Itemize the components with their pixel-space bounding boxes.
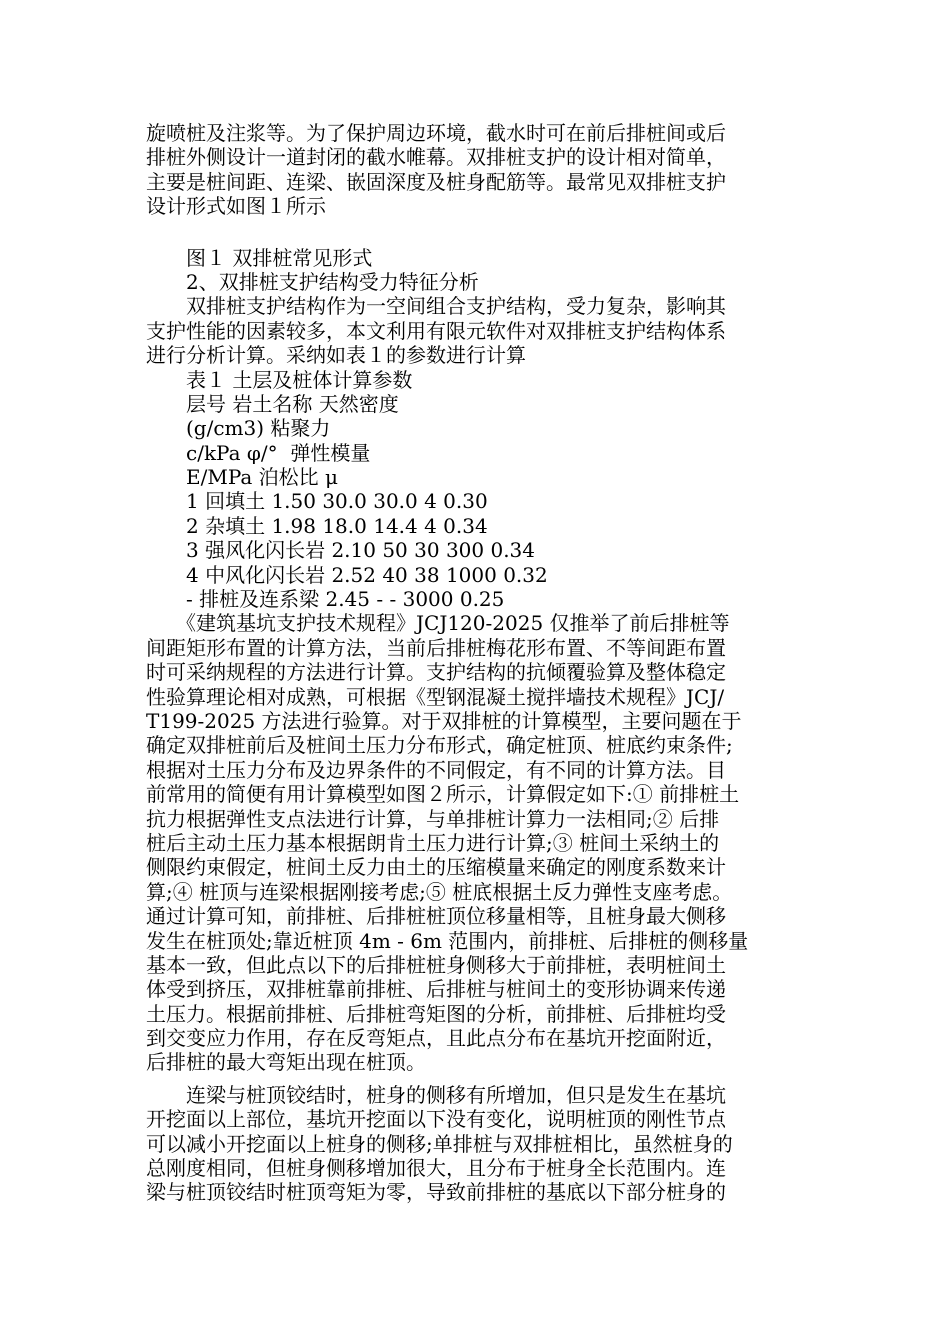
text-line: 间距矩形布置的计算方法，当前后排桩梅花形布置、不等间距布置 <box>146 635 726 660</box>
paragraph-analysis <box>146 294 816 367</box>
text-line: 后排桩的最大弯矩出现在桩顶。 <box>146 1050 426 1075</box>
text-line: 土压力。根据前排桩、后排桩弯矩图的分析，前排桩、后排桩均受 <box>146 1001 726 1026</box>
text-line: 前常用的简便有用计算模型如图２所示，计算假定如下:① 前排桩土 <box>146 782 740 807</box>
document-page <box>146 121 816 1205</box>
text-line: 基本一致，但此点以下的后排桩桩身侧移大于前排桩，表明桩间土 <box>146 952 726 977</box>
text-line: 支护性能的因素较多，本文利用有限元软件对双排桩支护结构体系 <box>146 318 726 343</box>
table-row: 3 强风化闪长岩 2.10 50 30 300 0.34 <box>146 538 536 563</box>
text-line: 体受到挤压，双排桩靠前排桩、后排桩与桩间土的变形协调来传递 <box>146 977 726 1002</box>
text-line: 侧限约束假定，桩间土反力由土的压缩模量来确定的刚度系数来计 <box>146 855 726 880</box>
text-line: 连梁与桩顶铰结时，桩身的侧移有所增加，但只是发生在基坑 <box>146 1082 726 1107</box>
text-line: 排桩外侧设计一道封闭的截水帷幕。双排桩支护的设计相对简单， <box>146 145 726 170</box>
text-line: 通过计算可知，前排桩、后排桩桩顶位移量相等，且桩身最大侧移 <box>146 904 726 929</box>
table-header-line: c/kPa φ/° 弹性模量 <box>146 440 371 465</box>
parameter-table <box>146 368 816 612</box>
text-line: 进行分析计算。采纳如表１的参数进行计算 <box>146 343 526 368</box>
text-line: 到交变应力作用，存在反弯矩点，且此点分布在基坑开挖面附近， <box>146 1026 726 1051</box>
text-line: 双排桩支护结构作为一空间组合支护结构，受力复杂，影响其 <box>146 294 726 319</box>
table-row: 2 杂填土 1.98 18.0 14.4 4 0.34 <box>146 513 488 538</box>
text-line: 开挖面以上部位，基坑开挖面以下没有变化，说明桩顶的刚性节点 <box>146 1107 726 1132</box>
text-line: 抗力根据弹性支点法进行计算，与单排桩计算力一法相同;② 后排 <box>146 806 720 831</box>
table-row: 4 中风化闪长岩 2.52 40 38 1000 0.32 <box>146 562 548 587</box>
text-line: 可以减小开挖面以上桩身的侧移;单排桩与双排桩相比，虽然桩身的 <box>146 1131 733 1156</box>
text-line: 时可采纳规程的方法进行计算。支护结构的抗倾覆验算及整体稳定 <box>146 660 726 685</box>
text-line: T199-2025 方法进行验算。对于双排桩的计算模型，主要问题在于 <box>146 708 742 733</box>
paragraph-method <box>146 611 816 1074</box>
paragraph-connection <box>146 1083 816 1205</box>
table-header-line: (g/cm3) 粘聚力 <box>146 416 331 441</box>
text-line: 主要是桩间距、连梁、嵌固深度及桩身配筋等。最常见双排桩支护 <box>146 169 726 194</box>
table-header-line: E/MPa 泊松比 μ <box>146 465 339 490</box>
text-line: 设计形式如图１所示 <box>146 194 326 219</box>
text-line: 桩后主动土压力基本根据朗肯土压力进行计算;③ 桩间土采纳土的 <box>146 830 720 855</box>
text-line: 发生在桩顶处;靠近桩顶 4m - 6m 范围内，前排桩、后排桩的侧移量 <box>146 928 749 953</box>
blank-gap <box>146 1075 816 1083</box>
text-line: 根据对土压力分布及边界条件的不同假定，有不同的计算方法。目 <box>146 757 726 782</box>
paragraph-intro <box>146 121 816 219</box>
text-line: 确定双排桩前后及桩间土压力分布形式，确定桩顶、桩底约束条件; <box>146 733 733 758</box>
text-line: 梁与桩顶铰结时桩顶弯矩为零，导致前排桩的基底以下部分桩身的 <box>146 1180 726 1205</box>
table-row: - 排桩及连系梁 2.45 - - 3000 0.25 <box>146 587 505 612</box>
text-line: 性验算理论相对成熟，可根据《型钢混凝土搅拌墙技术规程》JCJ/ <box>146 684 725 709</box>
blank-gap <box>146 219 816 246</box>
table-caption: 表１ 土层及桩体计算参数 <box>146 367 413 392</box>
text-line: 总刚度相同，但桩身侧移增加很大，且分布于桩身全长范围内。连 <box>146 1156 726 1181</box>
figure-caption: 图１ 双排桩常见形式 <box>146 245 373 270</box>
table-header-line: 层号 岩土名称 天然密度 <box>146 391 399 416</box>
table-row: 1 回填土 1.50 30.0 30.0 4 0.30 <box>146 489 488 514</box>
text-line: 《建筑基坑支护技术规程》JCJ120-2025 仅推举了前后排桩等 <box>146 611 730 636</box>
section-heading: 2、双排桩支护结构受力特征分析 <box>146 269 479 294</box>
text-line: 算;④ 桩顶与连梁根据刚接考虑;⑤ 桩底根据土反力弹性支座考虑。 <box>146 879 733 904</box>
text-line: 旋喷桩及注浆等。为了保护周边环境，截水时可在前后排桩间或后 <box>146 121 726 145</box>
